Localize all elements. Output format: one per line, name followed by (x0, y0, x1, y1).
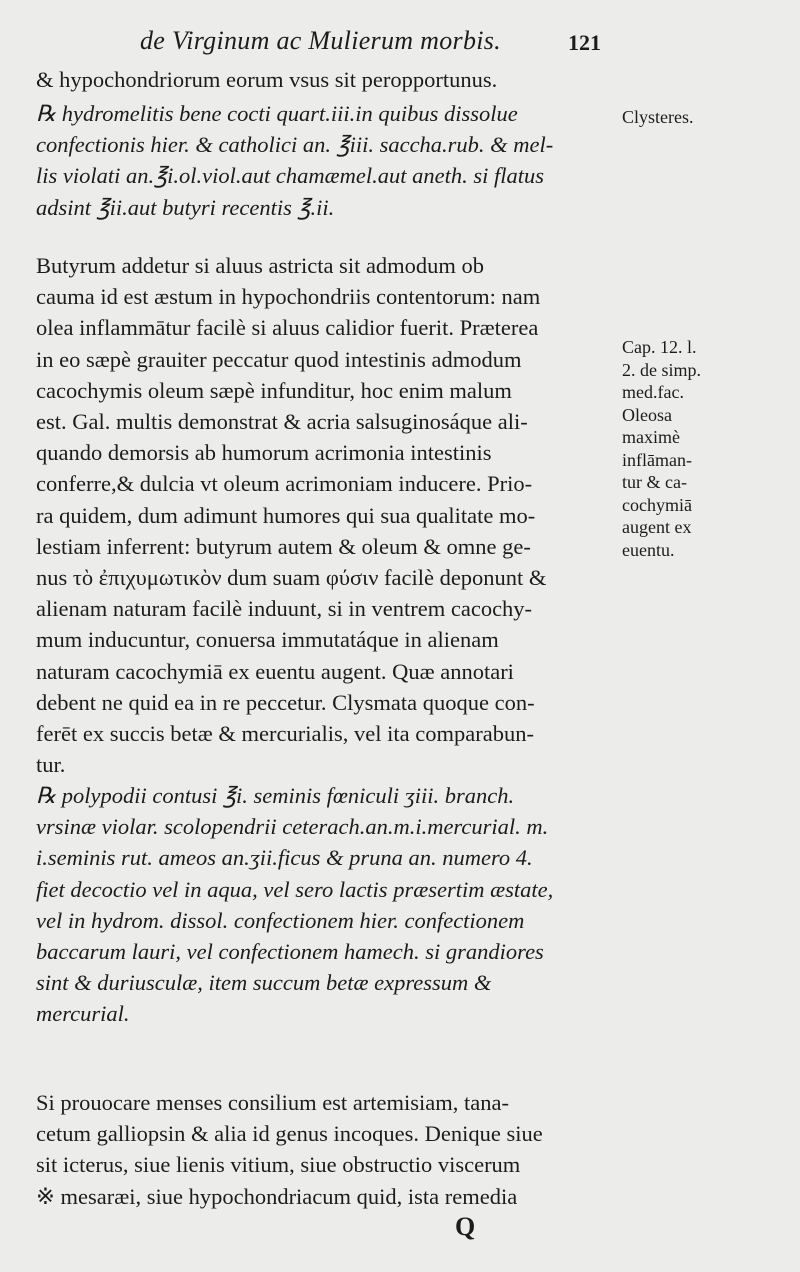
text-line: naturam cacochymiā ex euentu augent. Quæ annotari (36, 658, 514, 684)
margin-line: cochymiā (622, 494, 692, 515)
text-line: sit icterus, siue lienis vitium, siue obstructio viscerum (36, 1152, 521, 1178)
text-line: baccarum lauri, vel confectionem hamech. si grandiores (36, 939, 544, 965)
text-line: est. Gal. multis demonstrat & acria salsuginosáque ali- (36, 409, 528, 435)
text-line: debent ne quid ea in re peccetur. Clysmata quoque con- (36, 689, 535, 715)
text-line: fiet decoctio vel in aqua, vel sero lactis præsertim æstate, (36, 876, 554, 902)
margin-line: inflāman- (622, 449, 692, 470)
margin-line: Cap. 12. l. (622, 337, 697, 357)
paragraph-butyrum (36, 250, 616, 780)
page-number: 121 (568, 30, 601, 55)
recipe-clyster (36, 98, 616, 223)
paragraph-continuation (36, 64, 616, 95)
margin-line: augent ex (622, 517, 692, 537)
text-line: Si prouocare menses consilium est artemisiam, tana- (36, 1090, 509, 1115)
text-line: conferre,& dulcia vt oleum acrimoniam inducere. Prio- (36, 471, 533, 497)
text-line: ra quidem, dum adimunt humores qui sua qualitate mo- (36, 502, 536, 528)
margin-line: Clysteres. (622, 107, 694, 127)
catchword: Q (455, 1212, 476, 1241)
text-line: nus τὸ ἐπιχυμωτικὸν dum suam φύσιν facilè deponunt & (36, 565, 547, 591)
text-line: quando demorsis ab humorum acrimonia intestinis (36, 440, 492, 466)
text-line: vrsinæ violar. scolopendrii ceterach.an.m.i.mercurial. m. (36, 814, 549, 840)
margin-line: 2. de simp. (622, 359, 701, 380)
text-line: cacochymis oleum sæpè infunditur, hoc enim malum (36, 377, 512, 403)
margin-line: Oleosa (622, 404, 672, 425)
margin-line: euentu. (622, 539, 675, 560)
marginal-note-clysteres (622, 106, 752, 129)
text-line: ※ mesaræi, siue hypochondriacum quid, ista remedia (36, 1183, 518, 1209)
text-line: ℞ polypodii contusi ℥i. seminis fœniculi ʒiii. branch. (36, 783, 515, 808)
margin-line: maximè (622, 427, 680, 447)
text-line: Butyrum addetur si aluus astricta sit admodum ob (36, 253, 485, 278)
text-line: olea inflammātur facilè si aluus calidior fuerit. Præterea (36, 315, 539, 341)
text-line: ferēt ex succis betæ & mercurialis, vel ita comparabun- (36, 721, 534, 747)
text-line: in eo sæpè grauiter peccatur quod intestinis admodum (36, 346, 522, 372)
text-line: ℞ hydromelitis bene cocti quart.iii.in quibus dissolue (36, 101, 518, 126)
text-line: alienam naturam facilè induunt, si in ventrem cacochy- (36, 596, 533, 622)
text-line: lis violati an.℥i.ol.viol.aut chamæmel.aut aneth. si flatus (36, 163, 544, 189)
text-line: mercurial. (36, 1001, 130, 1027)
text-line: tur. (36, 752, 66, 778)
text-line: cetum galliopsin & alia id genus incoques. Denique siue (36, 1121, 543, 1147)
text-line: sint & duriusculæ, item succum betæ expressum & (36, 970, 492, 996)
recipe-polypodii (36, 780, 616, 1030)
marginal-note-reference (622, 336, 752, 561)
text-line: cauma id est æstum in hypochondriis contentorum: nam (36, 284, 541, 310)
text-line: mum inducuntur, conuersa immutatáque in alienam (36, 627, 499, 653)
text-line: vel in hydrom. dissol. confectionem hier. confectionem (36, 907, 525, 933)
text-line: lestiam inferrent: butyrum autem & oleum & omne ge- (36, 533, 531, 559)
text-line: adsint ℥ii.aut butyri recentis ℥.ii. (36, 194, 335, 220)
paragraph-menses (36, 1087, 616, 1212)
text-line: confectionis hier. & catholici an. ℥iii. saccha.rub. & mel- (36, 132, 554, 158)
margin-line: tur & ca- (622, 472, 687, 492)
text-line: & hypochondriorum eorum vsus sit peropportunus. (36, 67, 498, 92)
running-title: de Virginum ac Mulierum morbis. (140, 26, 501, 55)
text-line: i.seminis rut. ameos an.ʒii.ficus & pruna an. numero 4. (36, 845, 533, 871)
margin-line: med.fac. (622, 382, 684, 402)
